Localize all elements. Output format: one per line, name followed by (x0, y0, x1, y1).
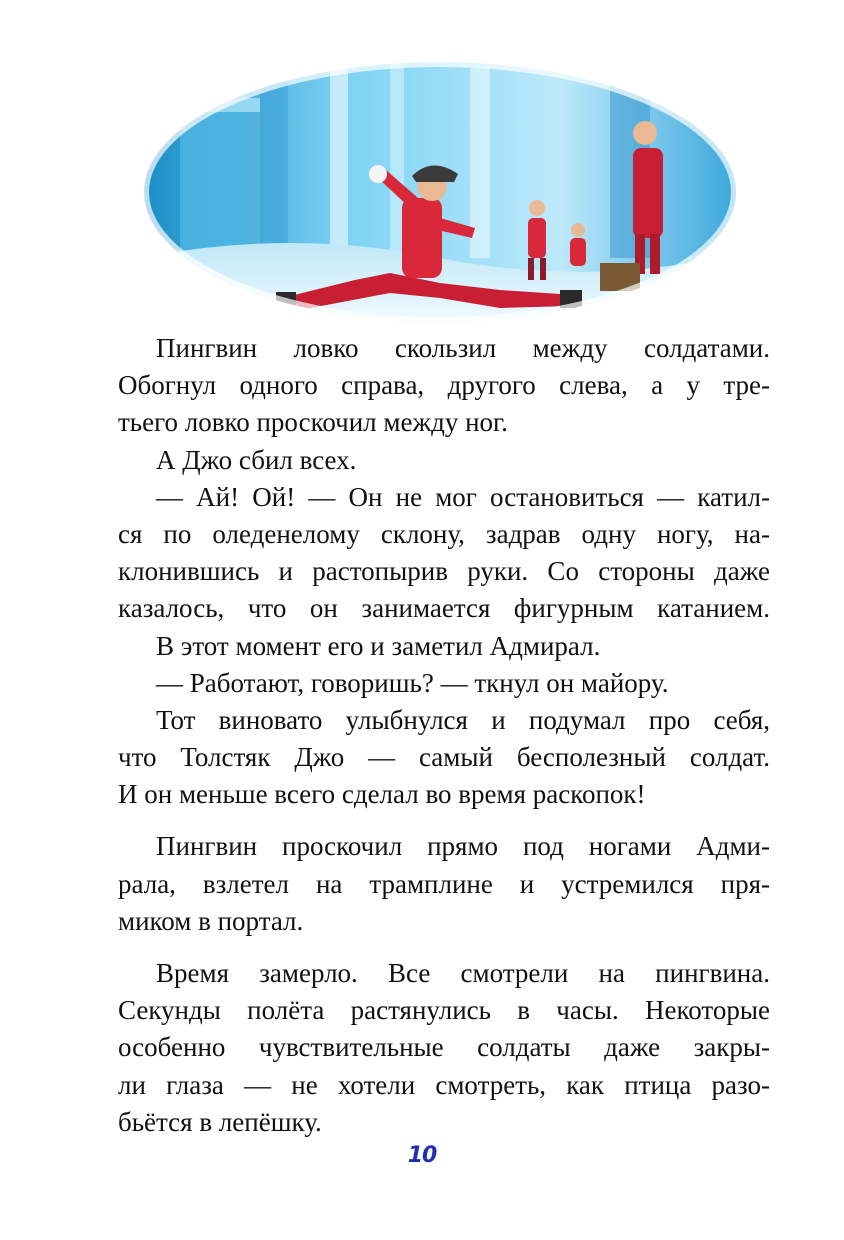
text-line: рала, взлетел на трамплине и устремился пря- (118, 868, 770, 899)
text-line: Время замерло. Все смотрели на пингвина. (156, 958, 770, 988)
chapter-illustration (140, 58, 740, 326)
text-line: Тот виновато улыбнулся и подумал про себя, (156, 704, 770, 735)
text-line: ся по оледенелому склону, задрав одну ногу, на- (118, 518, 770, 549)
text-line: бьётся в лепёшку. (118, 1106, 322, 1137)
text-line: — Работают, говоришь? — ткнул он майору. (156, 667, 669, 698)
text-line: В этот момент его и заметил Адмирал. (156, 630, 601, 661)
text-line: А Джо сбил всех. (156, 444, 357, 475)
text-line: что Толстяк Джо — самый бесполезный солдат. (118, 742, 770, 773)
winter-scene-illustration (140, 58, 740, 326)
page-number: 10 (407, 1143, 437, 1168)
text-line: ли глаза — не хотели смотреть, как птица разо- (118, 1069, 770, 1100)
text-line: Обогнул одного справа, другого слева, а у тре- (118, 370, 770, 401)
text-line: Пингвин ловко скользил между солдатами. (156, 333, 770, 363)
text-line: И он меньше всего сделал во время раскопок! (118, 779, 646, 810)
text-line: особенно чувствительные солдаты даже закры- (118, 1032, 770, 1063)
story-text (118, 330, 770, 1141)
text-line: Пингвин проскочил прямо под ногами Адми- (156, 831, 770, 862)
text-line: клонившись и растопырив руки. Со стороны даже (118, 556, 770, 587)
text-line: — Ай! Ой! — Он не мог остановиться — катил- (156, 481, 770, 512)
text-line: миком в портал. (118, 905, 304, 936)
text-line: тьего ловко проскочил между ног. (118, 407, 508, 438)
text-line: казалось, что он занимается фигурным катанием. (118, 593, 770, 624)
text-line: Секунды полёта растянулись в часы. Некоторые (118, 995, 770, 1026)
